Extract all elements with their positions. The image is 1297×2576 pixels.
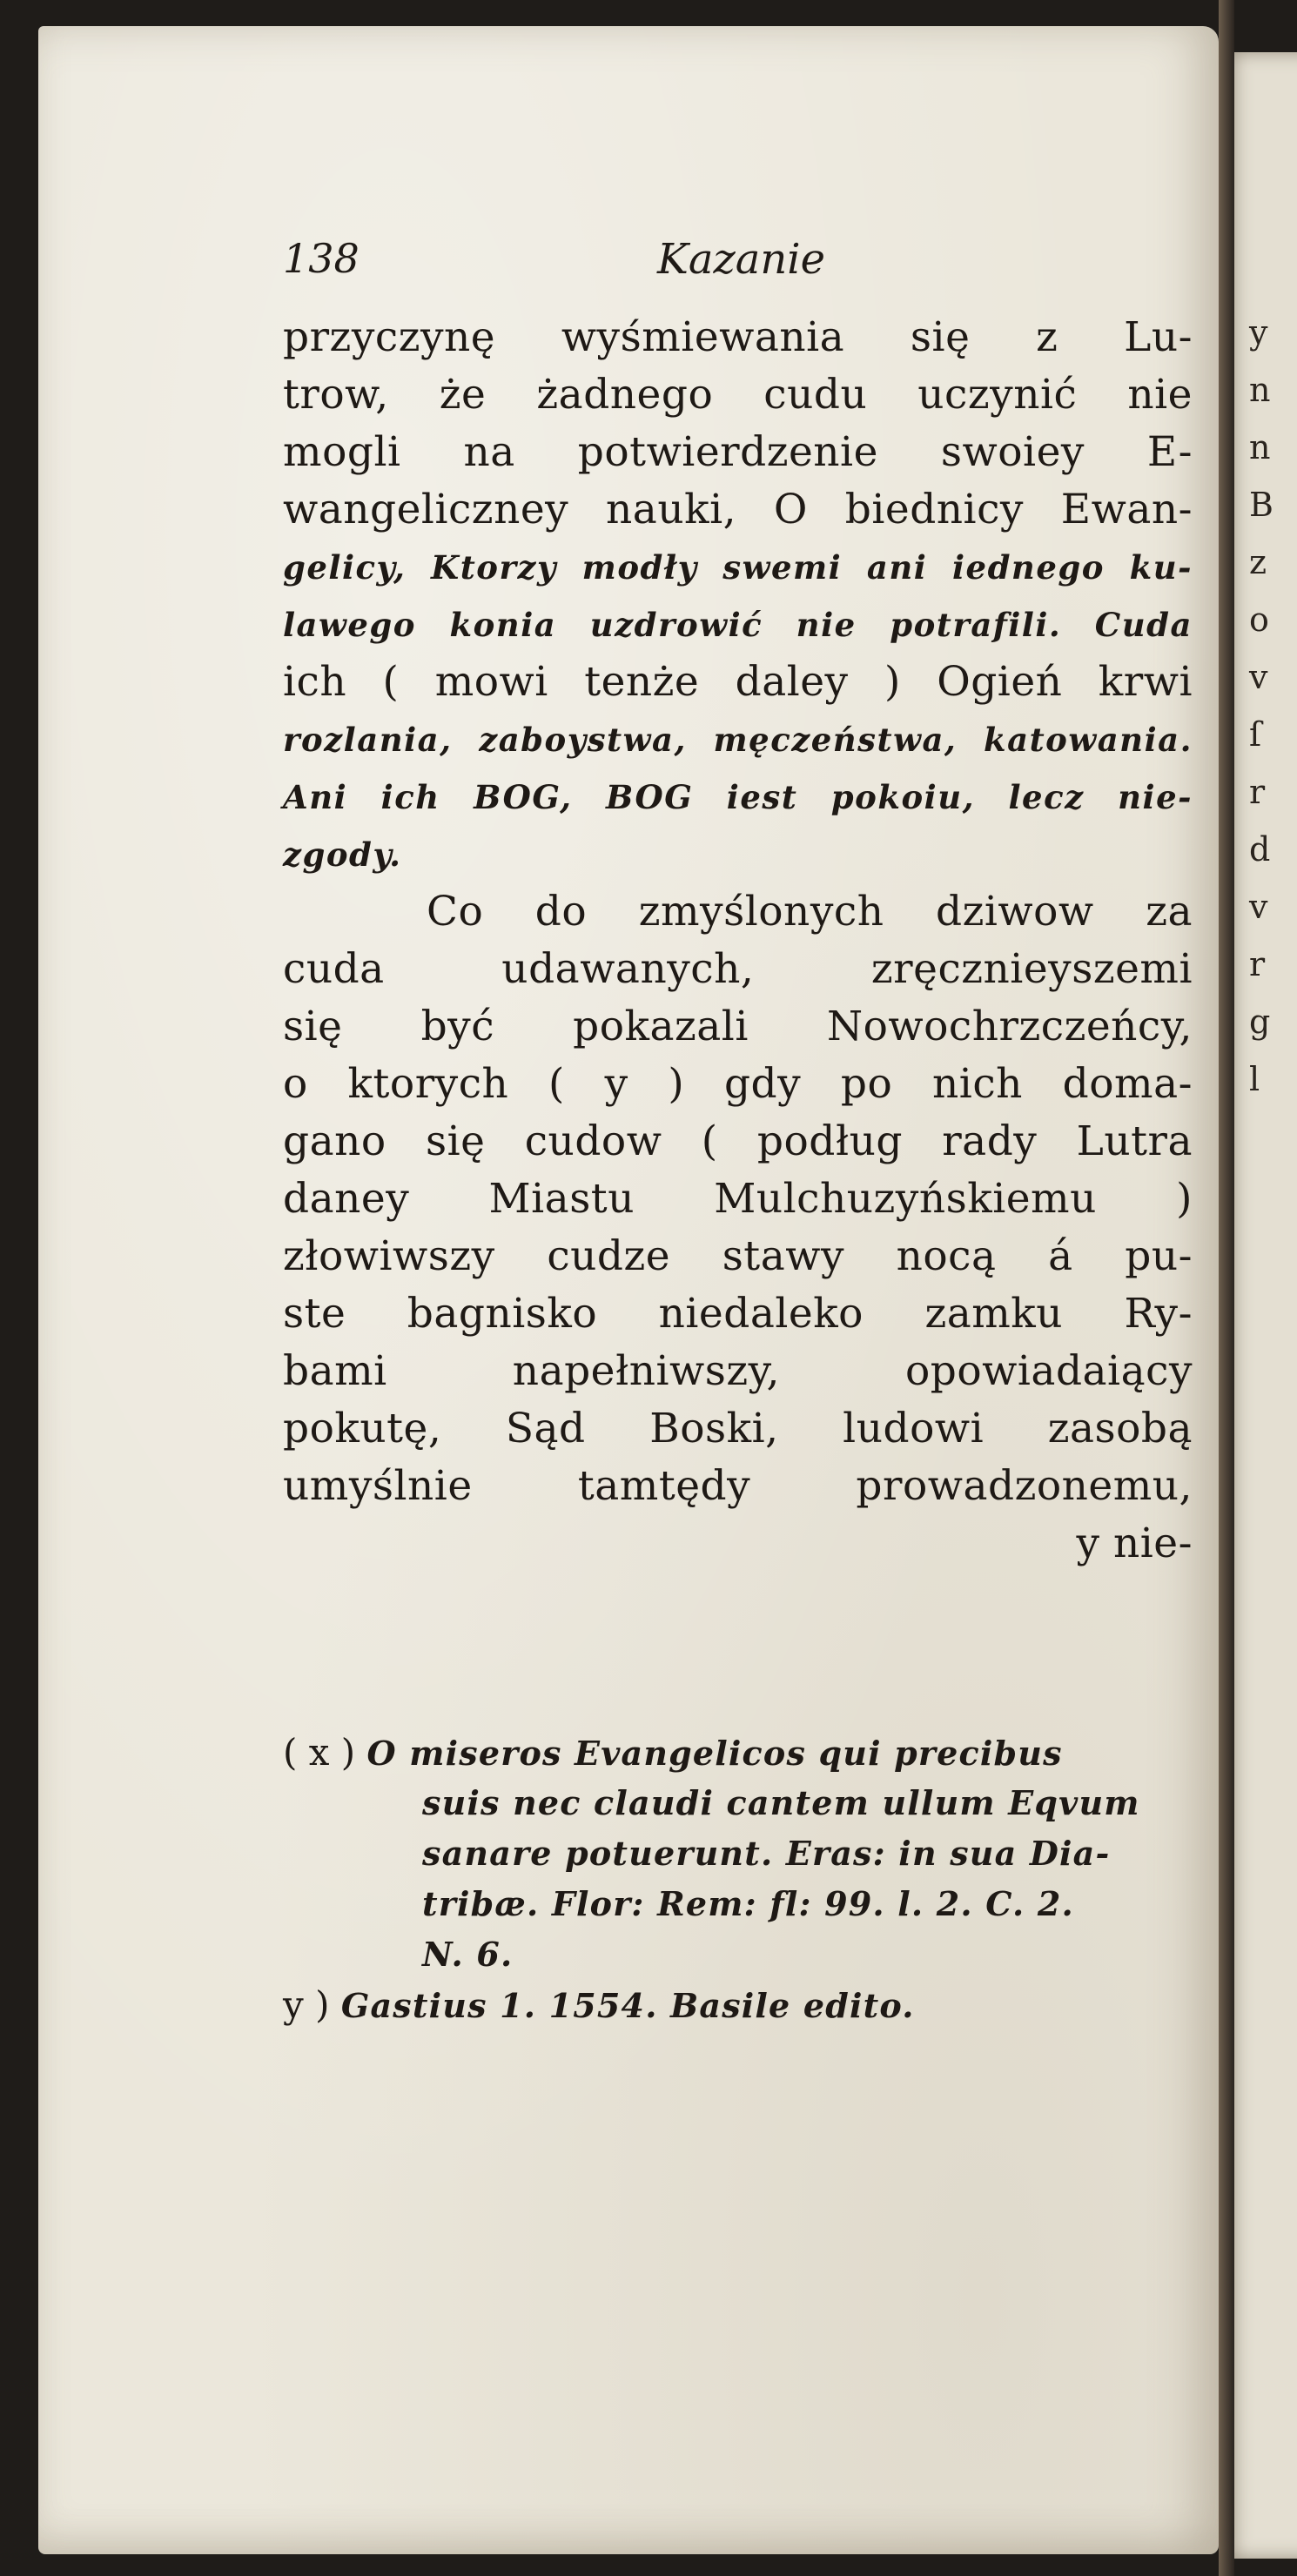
facing-page-fragment: l [1249, 1060, 1260, 1098]
text-line: Co do zmyślonych dziwow za [427, 888, 1193, 936]
text-line: ste bagnisko niedaleko zamku Ry- [283, 1290, 1193, 1338]
footnote-text: sanare potuerunt. Eras: in sua Dia- [422, 1834, 1111, 1873]
text-line: daney Miastu Mulchuzyńskiemu ) [283, 1175, 1193, 1223]
text-line: przyczynę wyśmiewania się z Lu- [283, 313, 1193, 361]
facing-page-fragment: n [1249, 371, 1271, 409]
facing-page-fragment: B [1249, 486, 1273, 524]
text-line: ich ( mowi tenże daley ) Ogień krwi [283, 658, 1193, 706]
text-line: wangeliczney nauki, O biednicy Ewan- [283, 486, 1193, 533]
footnote-line [283, 1879, 1206, 1929]
facing-page-fragment: y [1249, 313, 1268, 352]
text-line: umyślnie tamtędy prowadzonemu, [283, 1462, 1193, 1510]
text-line: się być pokazali Nowochrzczeńcy, [283, 1003, 1193, 1050]
facing-page-fragment: o [1249, 600, 1269, 639]
facing-page-fragment: g [1249, 1003, 1271, 1041]
footnote-marker: y ) [283, 1983, 341, 2026]
running-head: Kazanie [657, 235, 826, 284]
text-line: gelicy, Ktorzy modły swemi ani iednego ku- [283, 548, 1193, 587]
facing-page-fragment: n [1249, 428, 1271, 466]
text-line: złowiwszy cudze stawy nocą á pu- [283, 1232, 1193, 1280]
facing-page-fragment: r [1249, 773, 1266, 811]
footnote-text: N. 6. [422, 1935, 514, 1974]
footnote-line [283, 1727, 1206, 1778]
facing-page-fragment: r [1249, 945, 1266, 983]
footnote-line [283, 1828, 1206, 1879]
footnote-line [283, 1980, 1206, 2030]
page-number: 138 [283, 235, 360, 282]
text-line: zgody. [283, 835, 402, 874]
page-header [283, 235, 1188, 296]
main-text-block [283, 309, 1193, 1573]
text-line: pokutę, Sąd Boski, ludowi zasobą [283, 1405, 1193, 1452]
footnote-line [283, 1778, 1206, 1828]
text-line: o ktorych ( y ) gdy po nich doma- [283, 1060, 1193, 1108]
facing-page-fragment: z [1249, 543, 1267, 581]
facing-page-fragment: v [1249, 888, 1268, 926]
text-line: y nie- [1076, 1519, 1193, 1567]
footnote-text: O miseros Evangelicos qui precibus [366, 1734, 1063, 1773]
footnotes-block [283, 1727, 1206, 2030]
facing-page-fragment: v [1249, 658, 1268, 696]
text-line: cuda udawanych, zręcznieyszemi [283, 945, 1193, 993]
book-gutter [1219, 0, 1234, 2576]
text-line: gano się cudow ( podług rady Lutra [283, 1117, 1193, 1165]
facing-page-fragment: d [1249, 830, 1271, 869]
footnote-line [283, 1929, 1206, 1980]
footnote-marker: ( x ) [283, 1731, 367, 1774]
footnote-text: tribæ. Flor: Rem: fl: 99. l. 2. C. 2. [422, 1884, 1074, 1923]
facing-page-fragment: ſ [1249, 715, 1262, 754]
text-line: mogli na potwierdzenie swoiey E- [283, 428, 1193, 476]
footnote-text: Gastius 1. 1554. Basile edito. [340, 1986, 915, 2025]
text-line: bami napełniwszy, opowiadaiący [283, 1347, 1193, 1395]
footnote-text: suis nec claudi cantem ullum Eqvum [422, 1783, 1140, 1822]
text-line: rozlania, zaboystwa, męczeństwa, katowania. [283, 721, 1193, 759]
text-line: lawego konia uzdrowić nie potrafili. Cuda [283, 606, 1193, 644]
text-line: Ani ich BOG, BOG iest pokoiu, lecz nie- [283, 778, 1193, 816]
text-line: trow, że żadnego cudu uczynić nie [283, 371, 1193, 419]
